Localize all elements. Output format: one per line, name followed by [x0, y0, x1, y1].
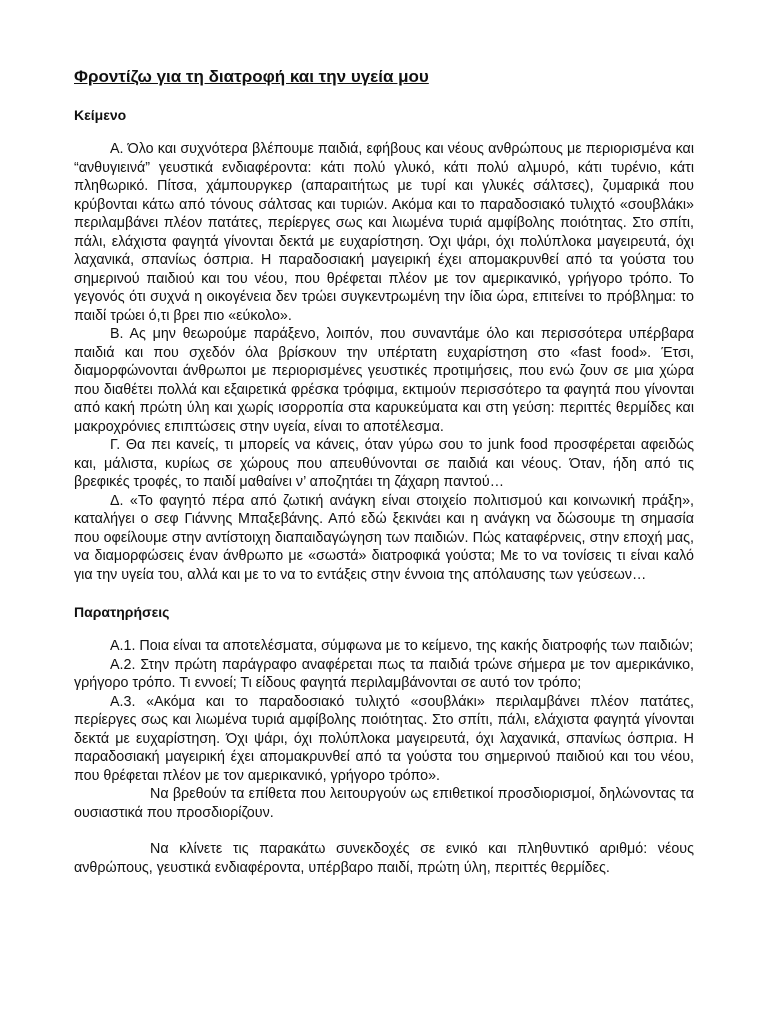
question-a2: Α.2. Στην πρώτη παράγραφο αναφέρεται πως τα παιδιά τρώνε σήμερα με τον αμερικάνικο, γρήγορο τρόπο. Τι εννοεί; Τι είδους φαγητά περιλαμβάνονται σε αυτό τον τρόπο; [74, 656, 694, 691]
instruction-spacer [74, 822, 694, 840]
question-a3: Α.3. «Ακόμα και το παραδοσιακό τυλιχτό «σουβλάκι» περιλαμβάνει πλέον πατάτες, περίεργες σως και λιωμένα τυριά αμφίβολης ποιότητας. Στο σπίτι, πάλι, ελάχιστα φαγητά γίνονται δεκτά με ευχαρίστηση. Όχι ψάρι, όχι πολύπλοκα μαγειρευτά, όχι λαχανικά, σπανίως όσπρια. Η παραδοσιακή μαγειρική έχει απομακρυνθεί από τα γούστα του σημερινού παιδιού και του νέου, που θρέφεται πλέον με τον αμερικανικό, γρήγορο τρόπο». [74, 693, 694, 784]
paragraph-a: Α. Όλο και συχνότερα βλέπουμε παιδιά, εφήβους και νέους ανθρώπους με περιορισμένα και “ανθυγιεινά” γευστικά ενδιαφέροντα: κάτι πολύ γλυκό, κάτι πολύ αλμυρό, κάτι τυρένιο, κάτι πληθωρικό. Πίτσα, χάμπουργκερ (απαραιτήτως με τυρί και γλυκές σάλτσες), ζυμαρικά που κρύβονται κάτω από τόνους σάλτσας και τυριών. Ακόμα και το παραδοσιακό τυλιχτό «σουβλάκι» περιλαμβάνει πλέον πατάτες, περίεργες σως και λιωμένα τυριά αμφίβολης ποιότητας. Στο σπίτι, πάλι, ελάχιστα φαγητά γίνονται δεκτά με ευχαρίστηση. Όχι ψάρι, όχι πολύπλοκα μαγειρευτά, όχι λαχανικά, σπανίως όσπρια. Η παραδοσιακή μαγειρική έχει απομακρυνθεί από τα γούστα του σημερινού παιδιού και του νέου, που θρέφεται πλέον με τον αμερικανικό, γρήγορο τρόπο. Το γεγονός ότι συχνά η οικογένεια δεν τρώει συγκεντρωμένη την ίδια ώρα, επιτείνει το πρόβλημα: το παιδί τρώει ό,τι βρει πιο «εύκολο». [74, 141, 694, 324]
paragraph-b: Β. Ας μην θεωρούμε παράξενο, λοιπόν, που συναντάμε όλο και περισσότερα υπέρβαρα παιδιά και που σχεδόν όλα βρίσκουν την υπέρτατη ευχαρίστηση στο «fast food». Έτσι, διαμορφώνονται άνθρωποι με περιορισμένες γευστικές προτιμήσεις, που ενώ ζουν σε μια χώρα που διαθέτει πολλά και εξαιρετικά φρέσκα τρόφιμα, εκτιμούν περισσότερο τα φαγητά που γίνονται από κακή πρώτη ύλη και χωρίς ισορροπία στα καρυκεύματα και στη γεύση: περιττές θερμίδες και μακροχρόνιες επιπτώσεις στην υγεία, είναι το αποτέλεσμα. [74, 326, 694, 435]
instruction-declension: Να κλίνετε τις παρακάτω συνεκδοχές σε ενικό και πληθυντικό αριθμό: νέους ανθρώπους, γευστικά ενδιαφέροντα, υπέρβαρο παιδί, πρώτη ύλη, περιττές θερμίδες. [74, 841, 694, 876]
instruction-adjectives: Να βρεθούν τα επίθετα που λειτουργούν ως επιθετικοί προσδιορισμοί, δηλώνοντας τα ουσιαστικά που προσδιορίζουν. [74, 786, 694, 821]
text-section-body [74, 140, 694, 584]
notes-section-body [74, 637, 694, 877]
text-section-heading: Κείμενο [74, 107, 127, 123]
paragraph-c: Γ. Θα πει κανείς, τι μπορείς να κάνεις, όταν γύρω σου το junk food προσφέρεται αφειδώς και, μάλιστα, κυρίως σε χώρους που απευθύνονται σε παιδιά και νέους. Όταν, ήδη από τις βρεφικές τροφές, το παιδί μαθαίνει ν’ αποζητάει τη ζάχαρη παντού… [74, 437, 694, 490]
paragraph-d: Δ. «Το φαγητό πέρα από ζωτική ανάγκη είναι στοιχείο πολιτισμού και κοινωνική πράξη», καταλήγει ο σεφ Γιάννης Μπαξεβάνης. Από εδώ ξεκινάει και η ανάγκη να δώσουμε τη σημασία που οφείλουμε στην αντίστοιχη διαπαιδαγώγηση των παιδιών. Πώς καταφέρνεις, στην εποχή μας, να διαμορφώσεις έναν άνθρωπο με «σωστά» διατροφικά γούστα; Με το να τονίσεις τι είναι καλό για την υγεία του, αλλά και με το να το εντάξεις στην έννοια της απόλαυσης των γεύσεων… [74, 492, 694, 583]
document-title: Φροντίζω για τη διατροφή και την υγεία μου [74, 67, 429, 86]
question-a1: Α.1. Ποια είναι τα αποτελέσματα, σύμφωνα με το κείμενο, της κακής διατροφής των παιδιών; [110, 638, 694, 654]
notes-section-heading: Παρατηρήσεις [74, 604, 170, 620]
section-spacer [74, 584, 694, 603]
